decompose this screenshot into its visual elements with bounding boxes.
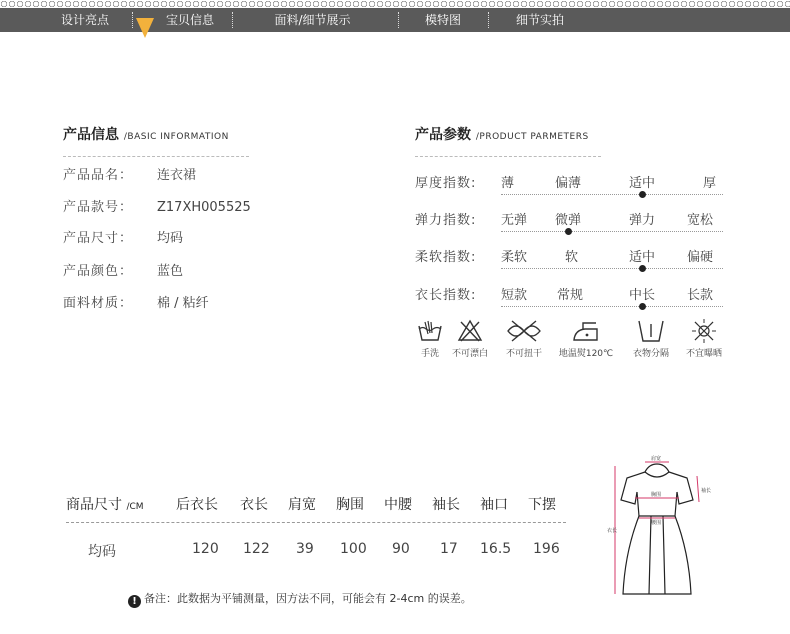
scale-marker: [639, 303, 646, 310]
size-col-back-length: 后衣长: [176, 497, 218, 513]
diagram-label-waist: 腰围: [651, 520, 662, 526]
scale-line: [501, 268, 723, 269]
care-no-bleach: 不可漂白: [444, 318, 496, 359]
param-row-softness: 柔软指数: 柔软 软 适中 偏硬: [415, 246, 725, 276]
size-col-hem: 下摆: [528, 497, 556, 513]
care-no-wring: 不可扭干: [500, 318, 548, 359]
hand-wash-icon: [416, 318, 444, 344]
care-no-sun: 不宜曝晒: [680, 318, 728, 359]
size-cell: 16.5: [480, 541, 512, 557]
no-wring-icon: [504, 318, 544, 344]
diagram-label-sleeve: 袖长: [701, 488, 712, 494]
product-params-title: 产品参数 /PRODUCT PARMETERS: [415, 127, 589, 143]
nav-separator: [398, 12, 399, 28]
info-row-material: 面料材质： 棉 / 粘纤: [63, 296, 209, 311]
info-row-name: 产品品名： 连衣裙: [63, 168, 197, 183]
scale-line: [501, 231, 723, 232]
separate-wash-icon: [636, 318, 666, 344]
size-col-shoulder: 肩宽: [288, 497, 316, 513]
size-table-divider: [66, 522, 566, 523]
size-cell: 120: [192, 541, 219, 557]
param-row-elasticity: 弹力指数: 无弹 微弹 弹力 宽松: [415, 209, 725, 239]
scale-line: [501, 194, 723, 195]
size-cell: 100: [340, 541, 367, 557]
size-col-sleeve: 袖长: [432, 497, 460, 513]
size-col-waist: 中腰: [384, 497, 412, 513]
scale-marker: [639, 191, 646, 198]
care-hand-wash: 手洗: [413, 318, 447, 359]
size-row-label: 均码: [88, 544, 116, 560]
divider: [63, 156, 249, 157]
info-row-size: 产品尺寸： 均码: [63, 231, 184, 246]
low-iron-icon: [569, 318, 603, 344]
size-cell: 90: [392, 541, 410, 557]
nav-tab-product-info[interactable]: 宝贝信息: [165, 13, 214, 27]
size-table-header-label: 商品尺寸 /CM: [66, 497, 144, 513]
product-info-title: 产品信息 /BASIC INFORMATION: [63, 127, 229, 143]
lace-border: [0, 0, 790, 8]
diagram-label-chest: 胸围: [651, 492, 662, 498]
scale-line: [501, 306, 723, 307]
scale-marker: [639, 265, 646, 272]
care-separate-wash: 衣物分隔: [626, 318, 676, 359]
size-col-cuff: 袖口: [480, 497, 508, 513]
measurement-note: ! 备注：此数据为平铺测量，因方法不同，可能会有 2-4cm 的误差。: [128, 590, 472, 608]
param-row-length: 衣长指数: 短款 常规 中长 长款: [415, 284, 725, 314]
nav-tab-details[interactable]: 细节实拍: [515, 13, 564, 27]
diagram-label-shoulder: 肩宽: [651, 456, 662, 462]
dress-measurement-diagram: [605, 452, 727, 612]
size-cell: 17: [440, 541, 458, 557]
size-cell: 122: [243, 541, 270, 557]
size-col-length: 衣长: [240, 497, 268, 513]
info-row-color: 产品颜色： 蓝色: [63, 264, 184, 279]
no-bleach-icon: [456, 318, 484, 344]
scale-marker: [565, 228, 572, 235]
size-cell: 196: [533, 541, 560, 557]
nav-tab-design[interactable]: 设计亮点: [60, 13, 109, 27]
nav-tab-model[interactable]: 模特图: [424, 13, 461, 27]
nav-separator: [132, 12, 133, 28]
divider: [415, 156, 601, 157]
exclamation-icon: !: [128, 595, 141, 608]
param-row-thickness: 厚度指数: 薄 偏薄 适中 厚: [415, 172, 725, 202]
info-row-style-no: 产品款号： Z17XH005525: [63, 200, 251, 215]
no-sun-icon: [691, 318, 717, 344]
nav-separator: [488, 12, 489, 28]
nav-tab-fabric[interactable]: 面料/细节展示: [274, 13, 351, 27]
top-nav-bar: [0, 0, 790, 32]
diagram-label-length: 衣长: [607, 528, 618, 534]
sleeve-measure-line: [697, 476, 699, 502]
active-tab-marker: [136, 18, 154, 38]
size-col-bust: 胸围: [336, 497, 364, 513]
nav-separator: [232, 12, 233, 28]
care-low-iron: 地温熨120℃: [554, 318, 618, 359]
size-cell: 39: [296, 541, 314, 557]
